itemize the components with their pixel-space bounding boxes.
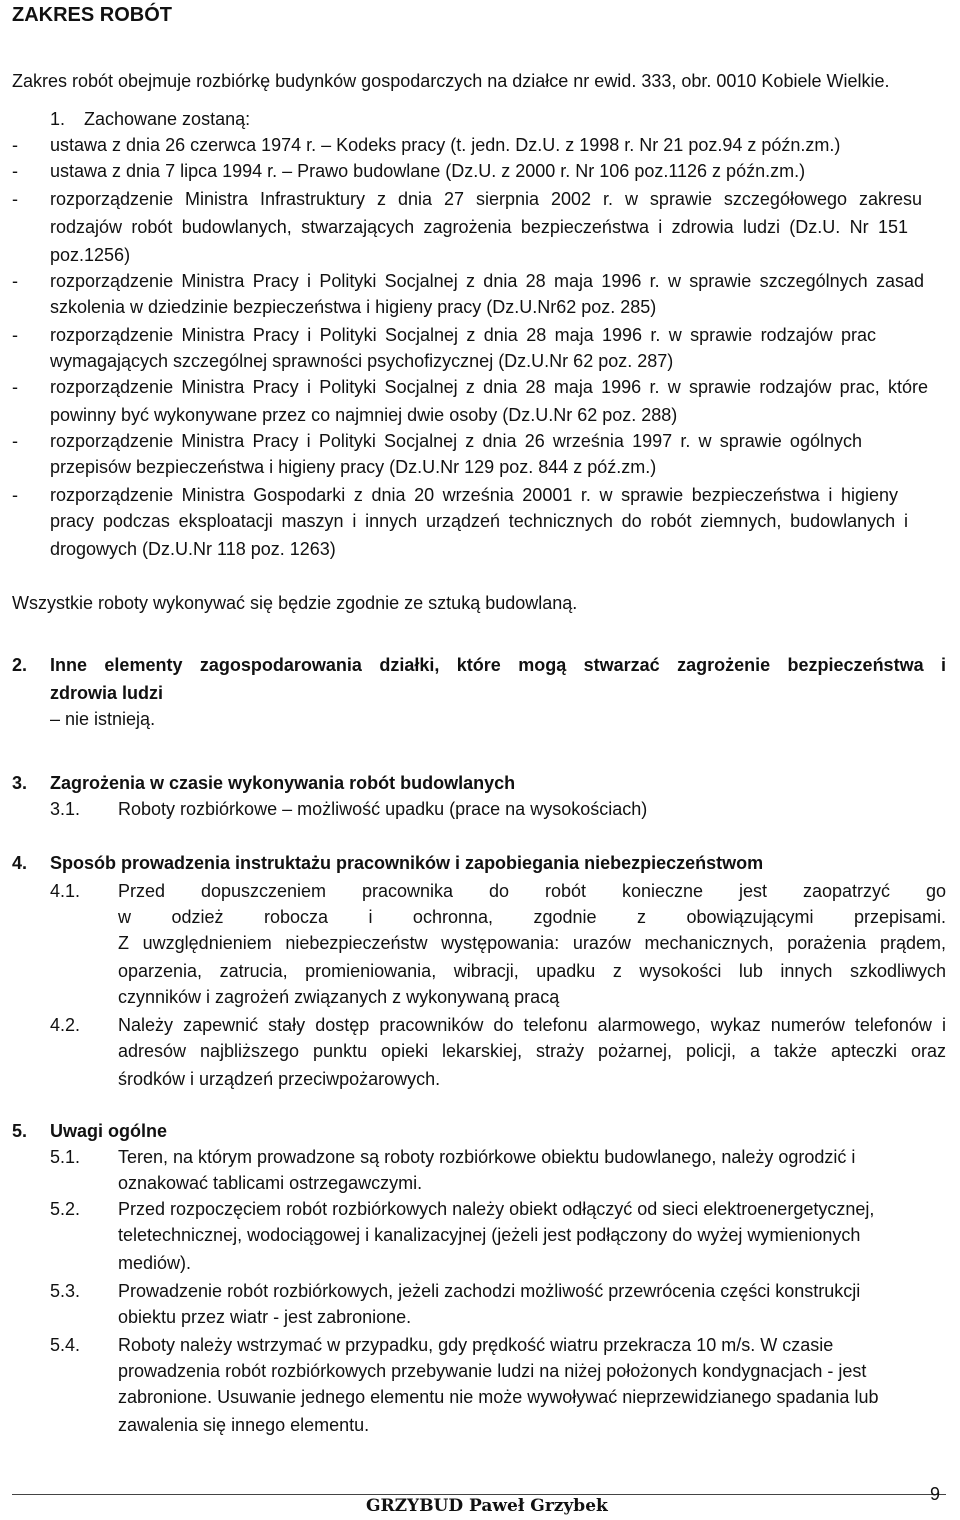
law-item-cont: wymagających szczególnej sprawności psychofizycznej (Dz.U.Nr 62 poz. 287) [50, 351, 674, 371]
section-3-number: 3. [12, 773, 28, 793]
item-text: oznakować tablicami ostrzegawczymi. [118, 1173, 423, 1193]
law-item: rozporządzenie Ministra Pracy i Polityki Socjalnej z dnia 28 maja 1996 r. w sprawie rodzajów prac, które [50, 377, 928, 397]
law-item: rozporządzenie Ministra Pracy i Polityki Socjalnej z dnia 28 maja 1996 r. w sprawie szczególnych zasad [50, 271, 924, 291]
item-text: w odzież robocza i ochronna, zgodnie z obowiązującymi przepisami. [118, 907, 946, 927]
law-item-cont: drogowych (Dz.U.Nr 118 poz. 1263) [50, 539, 336, 559]
law-item: ustawa z dnia 26 czerwca 1974 r. – Kodeks pracy (t. jedn. Dz.U. z 1998 r. Nr 21 poz.94 z późn.zm.) [50, 135, 841, 155]
section-1-number: 1. [50, 109, 66, 129]
law-item-cont: przepisów bezpieczeństwa i higieny pracy (Dz.U.Nr 129 poz. 844 z póź.zm.) [50, 457, 657, 477]
footer-author: GRZYBUD Paweł Grzybek [366, 1496, 608, 1516]
item-number: 5.3. [50, 1281, 81, 1301]
section-2-heading: Inne elementy zagospodarowania działki, które mogą stwarzać zagrożenie bezpieczeństwa i [50, 655, 946, 675]
law-item: rozporządzenie Ministra Gospodarki z dnia 20 września 20001 r. w sprawie bezpieczeństwa i higieny [50, 485, 898, 505]
section-2-heading-cont: zdrowia ludzi [50, 683, 164, 703]
list-dash: - [12, 431, 18, 451]
item-text: środków i urządzeń przeciwpożarowych. [118, 1069, 441, 1089]
item-text: adresów najbliższego punktu opieki lekarskiej, straży pożarnej, policji, a także apteczki oraz [118, 1041, 946, 1061]
item-number: 3.1. [50, 799, 81, 819]
item-text: prowadzenia robót rozbiórkowych przebywanie ludzi na niżej położonych kondygnacjach - jest [118, 1361, 867, 1381]
item-text: zawalenia się innego elementu. [118, 1415, 370, 1435]
item-text: Roboty należy wstrzymać w przypadku, gdy prędkość wiatru przekracza 10 m/s. W czasie [118, 1335, 834, 1355]
law-item: rozporządzenie Ministra Pracy i Polityki Socjalnej z dnia 28 maja 1996 r. w sprawie rodzajów prac [50, 325, 876, 345]
closing-sentence: Wszystkie roboty wykonywać się będzie zgodnie ze sztuką budowlaną. [12, 593, 578, 613]
list-dash: - [12, 161, 18, 181]
item-text: oparzenia, zatrucia, promieniowania, wibracji, upadku z wysokości lub innych szkodliwych [118, 961, 946, 981]
item-number: 5.4. [50, 1335, 81, 1355]
item-text: teletechnicznej, wodociągowej i kanalizacyjnej (jeżeli jest podłączony do wyżej wymienionych [118, 1225, 861, 1245]
item-text: Prowadzenie robót rozbiórkowych, jeżeli zachodzi możliwość przewrócenia części konstrukcji [118, 1281, 861, 1301]
list-dash: - [12, 485, 18, 505]
law-item: rozporządzenie Ministra Pracy i Polityki Socjalnej z dnia 26 września 1997 r. w sprawie ogólnych [50, 431, 862, 451]
list-dash: - [12, 377, 18, 397]
section-1-heading: Zachowane zostaną: [84, 109, 251, 129]
list-dash: - [12, 135, 18, 155]
section-2-answer: – nie istnieją. [50, 709, 156, 729]
item-number: 4.2. [50, 1015, 81, 1035]
law-item-cont: szkolenia w dziedzinie bezpieczeństwa i higieny pracy (Dz.U.Nr62 poz. 285) [50, 297, 657, 317]
law-item-cont: poz.1256) [50, 245, 131, 265]
page-number: 9 [930, 1484, 941, 1504]
item-text: czynników i zagrożeń związanych z wykonywaną pracą [118, 987, 560, 1007]
law-item: ustawa z dnia 7 lipca 1994 r. – Prawo budowlane (Dz.U. z 2000 r. Nr 106 poz.1126 z późn.zm.) [50, 161, 806, 181]
section-5-heading: Uwagi ogólne [50, 1121, 167, 1141]
item-number: 5.1. [50, 1147, 81, 1167]
law-item-cont: pracy podczas eksploatacji maszyn i innych urządzeń technicznych do robót ziemnych, budowlanych i [50, 511, 908, 531]
law-item-cont: powinny być wykonywane przez co najmniej dwie osoby (Dz.U.Nr 62 poz. 288) [50, 405, 678, 425]
section-2-number: 2. [12, 655, 28, 675]
list-dash: - [12, 189, 18, 209]
footer-rule [12, 1494, 946, 1495]
section-5-number: 5. [12, 1121, 28, 1141]
item-number: 4.1. [50, 881, 81, 901]
item-text: Należy zapewnić stały dostęp pracowników do telefonu alarmowego, wykaz numerów telefonów i [118, 1015, 946, 1035]
item-text: Przed rozpoczęciem robót rozbiórkowych należy obiekt odłączyć od sieci elektroenergetycznej, [118, 1199, 875, 1219]
item-number: 5.2. [50, 1199, 81, 1219]
intro-paragraph: Zakres robót obejmuje rozbiórkę budynków gospodarczych na działce nr ewid. 333, obr. 0010 Kobiele Wielkie. [12, 71, 890, 91]
law-item: rozporządzenie Ministra Infrastruktury z dnia 27 sierpnia 2002 r. w sprawie szczegółowego zakresu [50, 189, 922, 209]
item-text: Z uwzględnieniem niebezpieczeństw występowania: urazów mechanicznych, porażenia prądem, [118, 933, 946, 953]
section-4-heading: Sposób prowadzenia instruktażu pracowników i zapobiegania niebezpieczeństwom [50, 853, 764, 873]
section-3-heading: Zagrożenia w czasie wykonywania robót budowlanych [50, 773, 516, 793]
item-text: Przed dopuszczeniem pracownika do robót konieczne jest zaopatrzyć go [118, 881, 946, 901]
section-4-number: 4. [12, 853, 28, 873]
list-dash: - [12, 271, 18, 291]
item-text: obiektu przez wiatr - jest zabronione. [118, 1307, 412, 1327]
law-item-cont: rodzajów robót budowlanych, stwarzających zagrożenia bezpieczeństwa i zdrowia ludzi (Dz.U. Nr 151 [50, 217, 908, 237]
item-text: Roboty rozbiórkowe – możliwość upadku (prace na wysokościach) [118, 799, 648, 819]
item-text: zabronione. Usuwanie jednego elementu nie może wywoływać nieprzewidzianego spadania lub [118, 1387, 879, 1407]
page-title: ZAKRES ROBÓT [12, 4, 172, 26]
item-text: Teren, na którym prowadzone są roboty rozbiórkowe obiektu budowlanego, należy ogrodzić i [118, 1147, 856, 1167]
list-dash: - [12, 325, 18, 345]
item-text: mediów). [118, 1253, 192, 1273]
